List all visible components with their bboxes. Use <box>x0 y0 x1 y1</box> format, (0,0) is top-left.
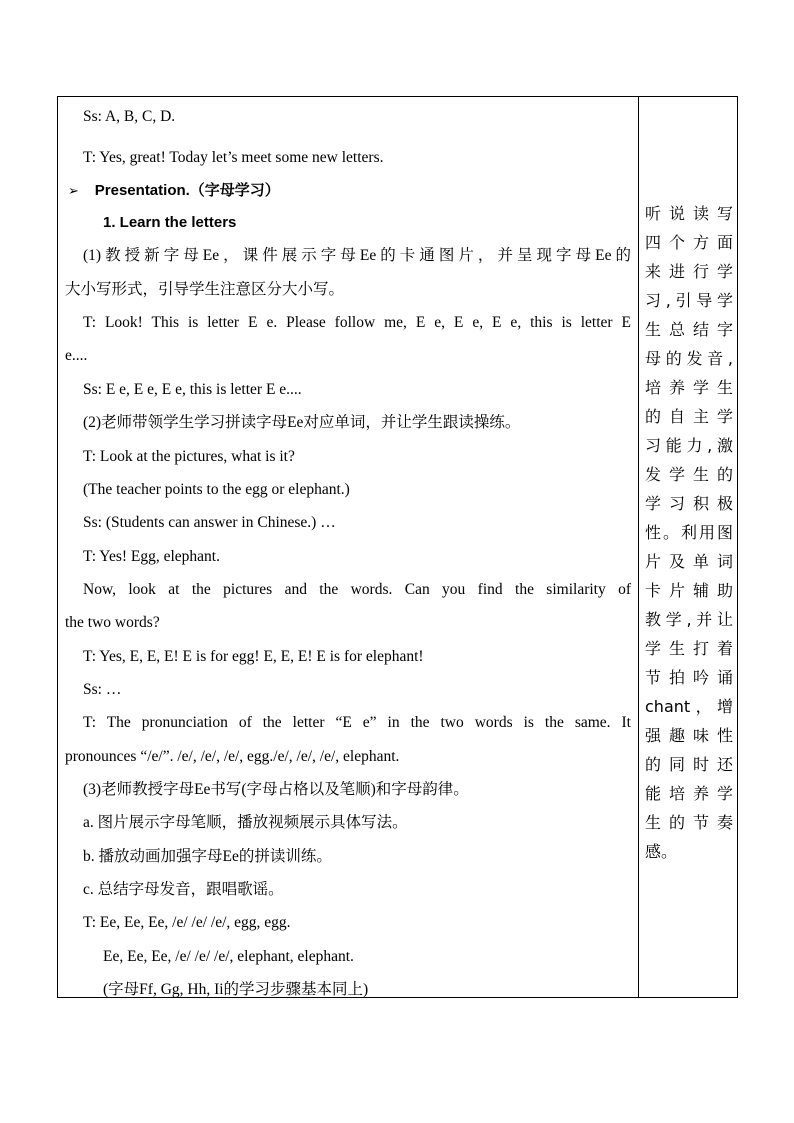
side-note-line: 发学生的 <box>645 465 733 484</box>
side-note-line: chant，增 <box>645 697 733 716</box>
side-note-line: 生总结字 <box>645 320 733 339</box>
text-line: Now, look at the pictures and the words. Can you find the similarity of <box>83 581 631 598</box>
side-note-line: 强趣味性 <box>645 726 733 745</box>
text-line: Ss: A, B, C, D. <box>83 108 176 125</box>
text-line: T: Look! This is letter E e. Please follow me, E e, E e, E e, this is letter E <box>83 314 631 331</box>
side-note-line: 学习积极 <box>645 494 733 513</box>
subheading: 1. Learn the letters <box>103 214 237 231</box>
side-note-line: 性。利用图 <box>645 523 733 542</box>
text-line: a. 图片展示字母笔顺，播放视频展示具体写法。 <box>83 814 408 831</box>
text-line: b. 播放动画加强字母Ee的拼读训练。 <box>83 848 332 865</box>
text-line: c. 总结字母发音，跟唱歌谣。 <box>83 881 284 898</box>
side-note-line: 习能力,激 <box>645 436 733 455</box>
side-note-line: 学生打着 <box>645 639 733 658</box>
text-line: T: Yes, E, E, E! E is for egg! E, E, E! E is for elephant! <box>83 648 424 665</box>
lesson-table <box>57 96 738 998</box>
side-note-line: 习,引导学 <box>645 291 733 310</box>
text-line: Ee, Ee, Ee, /e/ /e/ /e/, elephant, elephant. <box>103 948 354 965</box>
text-line: Ss: E e, E e, E e, this is letter E e.... <box>83 381 302 398</box>
section-heading <box>68 181 280 201</box>
column-divider <box>638 97 639 997</box>
side-note-line: 节拍吟诵 <box>645 668 733 687</box>
text-line: (2)老师带领学生学习拼读字母Ee对应单词，并让学生跟读操练。 <box>83 414 521 431</box>
side-note-line: 母的发音, <box>645 349 733 368</box>
text-line: e.... <box>65 347 88 364</box>
side-note-line: 教学,并让 <box>645 610 733 629</box>
side-note-line: 来进行学 <box>645 262 733 281</box>
side-note-line: 的自主学 <box>645 407 733 426</box>
side-note-line: 能培养学 <box>645 784 733 803</box>
side-note-line: 片及单词 <box>645 552 733 571</box>
side-note-line: 感。 <box>645 842 678 861</box>
text-line: T: The pronunciation of the letter “E e” in the two words is the same. It <box>83 714 631 731</box>
side-note-line: 的同时还 <box>645 755 733 774</box>
side-note-line: 听说读写 <box>645 204 733 223</box>
text-line: pronounces “/e/”. /e/, /e/, /e/, egg./e/, /e/, /e/, elephant. <box>65 748 400 765</box>
text-line: the two words? <box>65 614 160 631</box>
text-line: (The teacher points to the egg or elephant.) <box>83 481 350 498</box>
text-line: (3)老师教授字母Ee书写(字母占格以及笔顺)和字母韵律。 <box>83 781 469 798</box>
text-line: T: Ee, Ee, Ee, /e/ /e/ /e/, egg, egg. <box>83 914 291 931</box>
presentation-heading: Presentation.（字母学习） <box>94 182 280 199</box>
bullet-arrow-icon: ➢ <box>68 183 79 198</box>
text-line: Ss: (Students can answer in Chinese.) … <box>83 514 336 531</box>
side-note-line: 四个方面 <box>645 233 733 252</box>
side-note-line: 卡片辅助 <box>645 581 733 600</box>
side-note-line: 生的节奏 <box>645 813 733 832</box>
text-line: (1)教授新字母Ee，课件展示字母Ee的卡通图片，并呈现字母Ee的 <box>83 247 631 264</box>
text-line: T: Yes! Egg, elephant. <box>83 548 220 565</box>
text-line: T: Yes, great! Today let’s meet some new letters. <box>83 149 384 166</box>
text-line: (字母Ff, Gg, Hh, Ii的学习步骤基本同上) <box>103 981 369 998</box>
text-line: Ss: … <box>83 681 122 698</box>
text-line: T: Look at the pictures, what is it? <box>83 448 295 465</box>
text-line: 大小写形式，引导学生注意区分大小写。 <box>65 281 345 298</box>
side-note-line: 培养学生 <box>645 378 733 397</box>
